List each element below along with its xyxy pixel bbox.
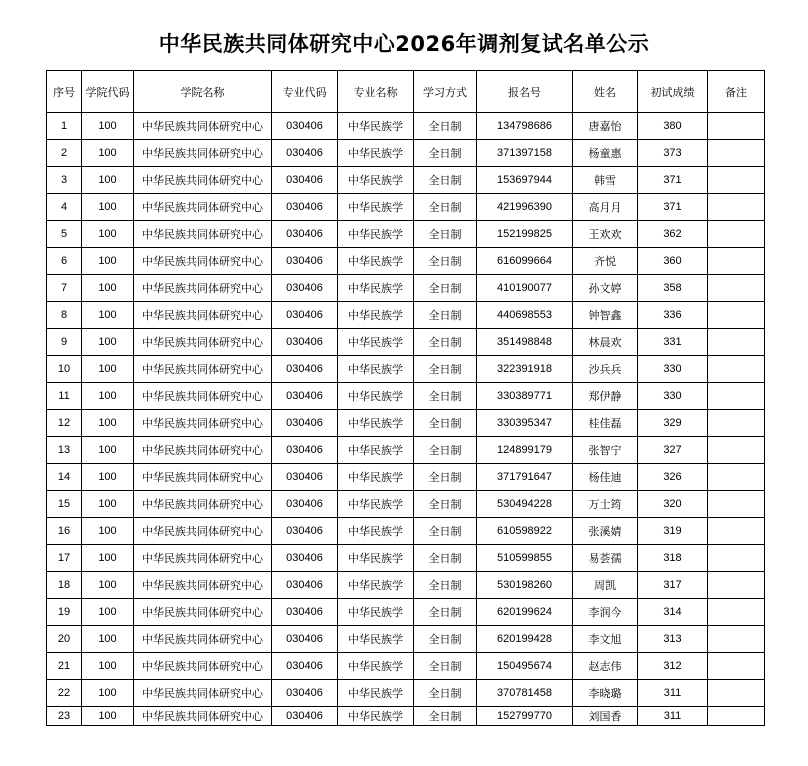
cell-major-name: 中华民族学 bbox=[338, 545, 414, 572]
cell-college-code: 100 bbox=[82, 464, 134, 491]
cell-score: 317 bbox=[638, 572, 708, 599]
cell-no: 10 bbox=[47, 356, 82, 383]
cell-name: 周凯 bbox=[573, 572, 638, 599]
cell-registration-number: 610598922 bbox=[477, 518, 573, 545]
cell-name: 赵志伟 bbox=[573, 653, 638, 680]
cell-major-name: 中华民族学 bbox=[338, 167, 414, 194]
cell-score: 311 bbox=[638, 680, 708, 707]
cell-major-name: 中华民族学 bbox=[338, 194, 414, 221]
cell-college-code: 100 bbox=[82, 275, 134, 302]
cell-college-code: 100 bbox=[82, 518, 134, 545]
cell-major-name: 中华民族学 bbox=[338, 572, 414, 599]
cell-name: 万士筠 bbox=[573, 491, 638, 518]
cell-score: 362 bbox=[638, 221, 708, 248]
cell-study-mode: 全日制 bbox=[414, 221, 477, 248]
cell-name: 易荟孺 bbox=[573, 545, 638, 572]
cell-college-name: 中华民族共同体研究中心 bbox=[134, 329, 272, 356]
cell-no: 1 bbox=[47, 113, 82, 140]
cell-study-mode: 全日制 bbox=[414, 437, 477, 464]
cell-score: 329 bbox=[638, 410, 708, 437]
table-row bbox=[47, 491, 765, 518]
cell-study-mode: 全日制 bbox=[414, 302, 477, 329]
cell-college-code: 100 bbox=[82, 167, 134, 194]
cell-no: 20 bbox=[47, 626, 82, 653]
table-row bbox=[47, 302, 765, 329]
cell-major-code: 030406 bbox=[272, 140, 338, 167]
cell-college-name: 中华民族共同体研究中心 bbox=[134, 572, 272, 599]
cell-name: 郑伊静 bbox=[573, 383, 638, 410]
cell-major-name: 中华民族学 bbox=[338, 653, 414, 680]
cell-study-mode: 全日制 bbox=[414, 140, 477, 167]
cell-major-code: 030406 bbox=[272, 275, 338, 302]
cell-no: 12 bbox=[47, 410, 82, 437]
cell-study-mode: 全日制 bbox=[414, 545, 477, 572]
cell-college-name: 中华民族共同体研究中心 bbox=[134, 302, 272, 329]
cell-registration-number: 421996390 bbox=[477, 194, 573, 221]
cell-study-mode: 全日制 bbox=[414, 518, 477, 545]
cell-note bbox=[708, 356, 765, 383]
cell-study-mode: 全日制 bbox=[414, 248, 477, 275]
cell-study-mode: 全日制 bbox=[414, 464, 477, 491]
cell-college-name: 中华民族共同体研究中心 bbox=[134, 680, 272, 707]
cell-note bbox=[708, 194, 765, 221]
cell-college-name: 中华民族共同体研究中心 bbox=[134, 356, 272, 383]
table-row bbox=[47, 410, 765, 437]
cell-no: 5 bbox=[47, 221, 82, 248]
cell-note bbox=[708, 491, 765, 518]
table-row bbox=[47, 248, 765, 275]
cell-major-name: 中华民族学 bbox=[338, 437, 414, 464]
cell-college-code: 100 bbox=[82, 572, 134, 599]
cell-name: 高月月 bbox=[573, 194, 638, 221]
cell-college-code: 100 bbox=[82, 140, 134, 167]
cell-registration-number: 134798686 bbox=[477, 113, 573, 140]
cell-major-name: 中华民族学 bbox=[338, 599, 414, 626]
cell-major-name: 中华民族学 bbox=[338, 707, 414, 726]
cell-major-name: 中华民族学 bbox=[338, 464, 414, 491]
cell-major-name: 中华民族学 bbox=[338, 518, 414, 545]
cell-registration-number: 370781458 bbox=[477, 680, 573, 707]
page-title: 中华民族共同体研究中心2026年调剂复试名单公示 bbox=[158, 32, 650, 56]
cell-college-code: 100 bbox=[82, 599, 134, 626]
cell-registration-number: 616099664 bbox=[477, 248, 573, 275]
cell-major-name: 中华民族学 bbox=[338, 113, 414, 140]
cell-college-code: 100 bbox=[82, 626, 134, 653]
cell-major-code: 030406 bbox=[272, 491, 338, 518]
cell-no: 18 bbox=[47, 572, 82, 599]
cell-note bbox=[708, 113, 765, 140]
table-row bbox=[47, 545, 765, 572]
cell-note bbox=[708, 518, 765, 545]
cell-note bbox=[708, 248, 765, 275]
cell-major-code: 030406 bbox=[272, 545, 338, 572]
cell-note bbox=[708, 680, 765, 707]
cell-name: 齐悦 bbox=[573, 248, 638, 275]
cell-major-code: 030406 bbox=[272, 113, 338, 140]
cell-registration-number: 440698553 bbox=[477, 302, 573, 329]
cell-study-mode: 全日制 bbox=[414, 572, 477, 599]
cell-study-mode: 全日制 bbox=[414, 626, 477, 653]
cell-no: 13 bbox=[47, 437, 82, 464]
cell-major-name: 中华民族学 bbox=[338, 491, 414, 518]
cell-note bbox=[708, 410, 765, 437]
cell-study-mode: 全日制 bbox=[414, 194, 477, 221]
cell-note bbox=[708, 383, 765, 410]
table-row bbox=[47, 680, 765, 707]
cell-college-name: 中华民族共同体研究中心 bbox=[134, 383, 272, 410]
cell-major-name: 中华民族学 bbox=[338, 626, 414, 653]
cell-study-mode: 全日制 bbox=[414, 707, 477, 726]
cell-college-code: 100 bbox=[82, 329, 134, 356]
table-row bbox=[47, 626, 765, 653]
cell-registration-number: 124899179 bbox=[477, 437, 573, 464]
cell-score: 330 bbox=[638, 356, 708, 383]
cell-major-name: 中华民族学 bbox=[338, 680, 414, 707]
cell-score: 320 bbox=[638, 491, 708, 518]
cell-registration-number: 330395347 bbox=[477, 410, 573, 437]
cell-note bbox=[708, 707, 765, 726]
cell-college-name: 中华民族共同体研究中心 bbox=[134, 437, 272, 464]
candidate-table bbox=[46, 70, 765, 726]
cell-score: 314 bbox=[638, 599, 708, 626]
cell-major-code: 030406 bbox=[272, 572, 338, 599]
cell-major-name: 中华民族学 bbox=[338, 383, 414, 410]
cell-college-code: 100 bbox=[82, 491, 134, 518]
table-row bbox=[47, 221, 765, 248]
cell-note bbox=[708, 329, 765, 356]
cell-name: 林晨欢 bbox=[573, 329, 638, 356]
cell-note bbox=[708, 221, 765, 248]
cell-name: 钟智鑫 bbox=[573, 302, 638, 329]
cell-registration-number: 620199624 bbox=[477, 599, 573, 626]
cell-registration-number: 153697944 bbox=[477, 167, 573, 194]
cell-major-code: 030406 bbox=[272, 302, 338, 329]
cell-study-mode: 全日制 bbox=[414, 356, 477, 383]
cell-major-code: 030406 bbox=[272, 248, 338, 275]
cell-study-mode: 全日制 bbox=[414, 329, 477, 356]
cell-name: 王欢欢 bbox=[573, 221, 638, 248]
cell-college-code: 100 bbox=[82, 194, 134, 221]
cell-no: 22 bbox=[47, 680, 82, 707]
header-college-code: 学院代码 bbox=[82, 71, 134, 113]
cell-major-name: 中华民族学 bbox=[338, 356, 414, 383]
cell-name: 沙兵兵 bbox=[573, 356, 638, 383]
cell-name: 韩雪 bbox=[573, 167, 638, 194]
cell-name: 张智宁 bbox=[573, 437, 638, 464]
cell-study-mode: 全日制 bbox=[414, 410, 477, 437]
cell-registration-number: 351498848 bbox=[477, 329, 573, 356]
cell-registration-number: 152199825 bbox=[477, 221, 573, 248]
table-row bbox=[47, 167, 765, 194]
cell-score: 319 bbox=[638, 518, 708, 545]
cell-major-name: 中华民族学 bbox=[338, 140, 414, 167]
cell-score: 371 bbox=[638, 167, 708, 194]
cell-no: 21 bbox=[47, 653, 82, 680]
cell-no: 17 bbox=[47, 545, 82, 572]
cell-college-name: 中华民族共同体研究中心 bbox=[134, 599, 272, 626]
cell-no: 4 bbox=[47, 194, 82, 221]
cell-major-name: 中华民族学 bbox=[338, 275, 414, 302]
cell-major-name: 中华民族学 bbox=[338, 221, 414, 248]
cell-name: 李润今 bbox=[573, 599, 638, 626]
cell-note bbox=[708, 599, 765, 626]
cell-score: 327 bbox=[638, 437, 708, 464]
cell-college-code: 100 bbox=[82, 383, 134, 410]
cell-registration-number: 371791647 bbox=[477, 464, 573, 491]
cell-no: 15 bbox=[47, 491, 82, 518]
table-row bbox=[47, 707, 765, 726]
cell-major-code: 030406 bbox=[272, 707, 338, 726]
table-row bbox=[47, 437, 765, 464]
cell-college-name: 中华民族共同体研究中心 bbox=[134, 545, 272, 572]
cell-registration-number: 510599855 bbox=[477, 545, 573, 572]
cell-college-name: 中华民族共同体研究中心 bbox=[134, 464, 272, 491]
table-row bbox=[47, 329, 765, 356]
cell-score: 360 bbox=[638, 248, 708, 275]
cell-major-name: 中华民族学 bbox=[338, 302, 414, 329]
cell-study-mode: 全日制 bbox=[414, 167, 477, 194]
cell-major-code: 030406 bbox=[272, 329, 338, 356]
cell-score: 330 bbox=[638, 383, 708, 410]
cell-score: 336 bbox=[638, 302, 708, 329]
cell-college-code: 100 bbox=[82, 221, 134, 248]
cell-score: 313 bbox=[638, 626, 708, 653]
cell-study-mode: 全日制 bbox=[414, 113, 477, 140]
cell-major-code: 030406 bbox=[272, 680, 338, 707]
header-no: 序号 bbox=[47, 71, 82, 113]
cell-college-code: 100 bbox=[82, 410, 134, 437]
cell-name: 孙文婷 bbox=[573, 275, 638, 302]
cell-name: 张溪婧 bbox=[573, 518, 638, 545]
cell-no: 3 bbox=[47, 167, 82, 194]
cell-score: 358 bbox=[638, 275, 708, 302]
header-note: 备注 bbox=[708, 71, 765, 113]
cell-college-name: 中华民族共同体研究中心 bbox=[134, 194, 272, 221]
cell-name: 桂佳磊 bbox=[573, 410, 638, 437]
cell-college-name: 中华民族共同体研究中心 bbox=[134, 275, 272, 302]
cell-study-mode: 全日制 bbox=[414, 680, 477, 707]
cell-score: 371 bbox=[638, 194, 708, 221]
cell-note bbox=[708, 275, 765, 302]
cell-no: 11 bbox=[47, 383, 82, 410]
table-row bbox=[47, 464, 765, 491]
cell-name: 杨童惠 bbox=[573, 140, 638, 167]
table-row bbox=[47, 572, 765, 599]
table-row bbox=[47, 356, 765, 383]
cell-registration-number: 330389771 bbox=[477, 383, 573, 410]
cell-college-code: 100 bbox=[82, 653, 134, 680]
cell-registration-number: 322391918 bbox=[477, 356, 573, 383]
cell-registration-number: 620199428 bbox=[477, 626, 573, 653]
cell-name: 唐嘉怡 bbox=[573, 113, 638, 140]
cell-college-name: 中华民族共同体研究中心 bbox=[134, 248, 272, 275]
cell-no: 16 bbox=[47, 518, 82, 545]
cell-name: 李晓璐 bbox=[573, 680, 638, 707]
cell-registration-number: 530494228 bbox=[477, 491, 573, 518]
header-college-name: 学院名称 bbox=[134, 71, 272, 113]
cell-name: 李文旭 bbox=[573, 626, 638, 653]
cell-no: 2 bbox=[47, 140, 82, 167]
cell-major-code: 030406 bbox=[272, 464, 338, 491]
cell-score: 318 bbox=[638, 545, 708, 572]
cell-no: 19 bbox=[47, 599, 82, 626]
cell-no: 23 bbox=[47, 707, 82, 726]
cell-score: 312 bbox=[638, 653, 708, 680]
cell-major-code: 030406 bbox=[272, 383, 338, 410]
cell-study-mode: 全日制 bbox=[414, 491, 477, 518]
header-name: 姓名 bbox=[573, 71, 638, 113]
cell-college-name: 中华民族共同体研究中心 bbox=[134, 410, 272, 437]
cell-note bbox=[708, 545, 765, 572]
cell-major-code: 030406 bbox=[272, 626, 338, 653]
header-major-name: 专业名称 bbox=[338, 71, 414, 113]
cell-college-code: 100 bbox=[82, 113, 134, 140]
cell-no: 14 bbox=[47, 464, 82, 491]
cell-major-code: 030406 bbox=[272, 653, 338, 680]
cell-college-name: 中华民族共同体研究中心 bbox=[134, 221, 272, 248]
cell-registration-number: 152799770 bbox=[477, 707, 573, 726]
cell-no: 6 bbox=[47, 248, 82, 275]
cell-major-name: 中华民族学 bbox=[338, 329, 414, 356]
table-row bbox=[47, 140, 765, 167]
cell-major-code: 030406 bbox=[272, 356, 338, 383]
cell-major-code: 030406 bbox=[272, 167, 338, 194]
cell-name: 刘国香 bbox=[573, 707, 638, 726]
cell-study-mode: 全日制 bbox=[414, 383, 477, 410]
cell-college-name: 中华民族共同体研究中心 bbox=[134, 167, 272, 194]
cell-college-code: 100 bbox=[82, 437, 134, 464]
cell-major-code: 030406 bbox=[272, 437, 338, 464]
cell-name: 杨佳迪 bbox=[573, 464, 638, 491]
header-score: 初试成绩 bbox=[638, 71, 708, 113]
table-row bbox=[47, 518, 765, 545]
cell-registration-number: 530198260 bbox=[477, 572, 573, 599]
cell-no: 7 bbox=[47, 275, 82, 302]
cell-major-code: 030406 bbox=[272, 221, 338, 248]
cell-note bbox=[708, 626, 765, 653]
cell-note bbox=[708, 464, 765, 491]
header-row bbox=[47, 71, 765, 113]
cell-score: 311 bbox=[638, 707, 708, 726]
cell-college-name: 中华民族共同体研究中心 bbox=[134, 707, 272, 726]
cell-note bbox=[708, 302, 765, 329]
cell-registration-number: 150495674 bbox=[477, 653, 573, 680]
cell-college-code: 100 bbox=[82, 356, 134, 383]
table-row bbox=[47, 383, 765, 410]
cell-score: 331 bbox=[638, 329, 708, 356]
cell-note bbox=[708, 140, 765, 167]
cell-college-code: 100 bbox=[82, 707, 134, 726]
table-row bbox=[47, 113, 765, 140]
cell-college-name: 中华民族共同体研究中心 bbox=[134, 140, 272, 167]
cell-score: 326 bbox=[638, 464, 708, 491]
cell-major-code: 030406 bbox=[272, 599, 338, 626]
header-major-code: 专业代码 bbox=[272, 71, 338, 113]
cell-study-mode: 全日制 bbox=[414, 275, 477, 302]
cell-college-name: 中华民族共同体研究中心 bbox=[134, 626, 272, 653]
cell-college-code: 100 bbox=[82, 680, 134, 707]
table-row bbox=[47, 194, 765, 221]
cell-note bbox=[708, 167, 765, 194]
cell-study-mode: 全日制 bbox=[414, 599, 477, 626]
header-study-mode: 学习方式 bbox=[414, 71, 477, 113]
cell-college-name: 中华民族共同体研究中心 bbox=[134, 491, 272, 518]
header-registration-number: 报名号 bbox=[477, 71, 573, 113]
cell-no: 8 bbox=[47, 302, 82, 329]
cell-note bbox=[708, 572, 765, 599]
cell-study-mode: 全日制 bbox=[414, 653, 477, 680]
cell-registration-number: 371397158 bbox=[477, 140, 573, 167]
cell-college-code: 100 bbox=[82, 302, 134, 329]
cell-note bbox=[708, 437, 765, 464]
table-row bbox=[47, 653, 765, 680]
cell-note bbox=[708, 653, 765, 680]
cell-college-name: 中华民族共同体研究中心 bbox=[134, 653, 272, 680]
cell-registration-number: 410190077 bbox=[477, 275, 573, 302]
table-row bbox=[47, 599, 765, 626]
cell-college-code: 100 bbox=[82, 545, 134, 572]
cell-college-code: 100 bbox=[82, 248, 134, 275]
cell-major-code: 030406 bbox=[272, 518, 338, 545]
cell-score: 373 bbox=[638, 140, 708, 167]
cell-major-name: 中华民族学 bbox=[338, 410, 414, 437]
table-row bbox=[47, 275, 765, 302]
cell-major-name: 中华民族学 bbox=[338, 248, 414, 275]
cell-major-code: 030406 bbox=[272, 410, 338, 437]
cell-college-name: 中华民族共同体研究中心 bbox=[134, 518, 272, 545]
cell-college-name: 中华民族共同体研究中心 bbox=[134, 113, 272, 140]
cell-score: 380 bbox=[638, 113, 708, 140]
cell-no: 9 bbox=[47, 329, 82, 356]
cell-major-code: 030406 bbox=[272, 194, 338, 221]
